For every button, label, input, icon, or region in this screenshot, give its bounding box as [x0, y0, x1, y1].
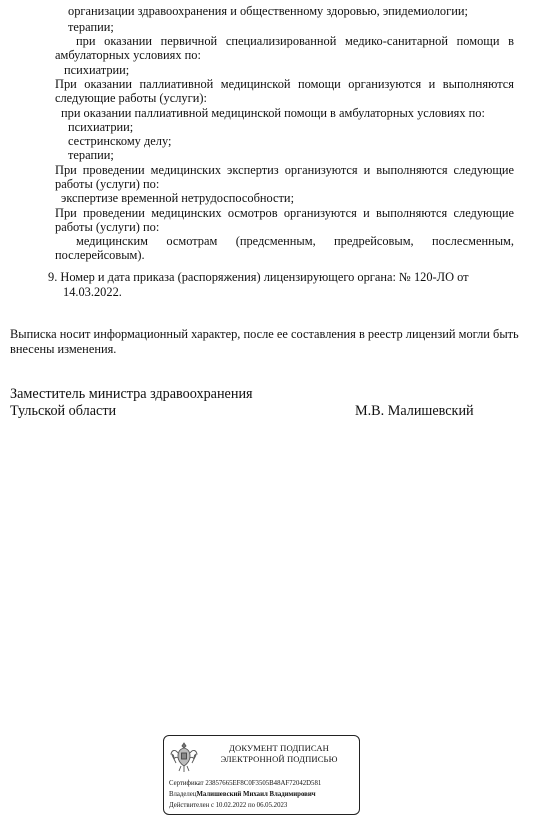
stamp-header-line: ДОКУМЕНТ ПОДПИСАН [229, 743, 329, 753]
text-line: экспертизе временной нетрудоспособности; [61, 191, 295, 205]
text-line: терапии; [68, 148, 114, 162]
owner-label: Владелец [169, 791, 197, 798]
text-line: работы (услуги) по: [55, 220, 160, 234]
owner-line [169, 791, 316, 799]
owner-name: Малишевский Михаил Владимирович [196, 791, 316, 798]
certificate-line [169, 780, 321, 788]
coat-of-arms-icon [169, 739, 199, 775]
text-line: при оказании первичной специализированной медико-санитарной помощи в [76, 34, 514, 48]
text-line: психиатрии; [64, 63, 130, 77]
text-line: При оказании паллиативной медицинской помощи организуются и выполняются [55, 77, 514, 91]
signer-position: Заместитель министра здравоохранения [10, 386, 253, 402]
signer-name: М.В. Малишевский [355, 403, 474, 419]
text-line: медицинским осмотрам (предсменным, предрейсовым, послесменным, [76, 234, 514, 248]
stamp-header-line: ЭЛЕКТРОННОЙ ПОДПИСЬЮ [220, 754, 338, 764]
text-line: терапии; [68, 20, 114, 34]
text-line: амбулаторных условиях по: [55, 48, 201, 62]
text-line: При проведении медицинских экспертиз организуются и выполняются следующие [55, 163, 514, 177]
validity-line: Действителен с 10.02.2022 по 06.05.2023 [169, 802, 288, 809]
electronic-signature-stamp [163, 735, 360, 815]
text-line: работы (услуги) по: [55, 177, 160, 191]
order-date-line: 14.03.2022. [63, 285, 122, 299]
text-line: при оказании паллиативной медицинской помощи в амбулаторных условиях по: [61, 106, 485, 120]
text-line: следующие работы (услуги): [55, 91, 207, 105]
order-number-line: 9. Номер и дата приказа (распоряжения) лицензирующего органа: № 120-ЛО от [48, 270, 469, 284]
text-line: послерейсовым). [55, 248, 145, 262]
notice-line: внесены изменения. [10, 342, 117, 356]
text-line: сестринскому делу; [68, 134, 172, 148]
certificate-number: 23857665EF8C0F3505B48AF72042D581 [205, 780, 322, 787]
certificate-label: Сертификат [169, 780, 204, 787]
notice-line: Выписка носит информационный характер, после ее составления в реестр лицензий могли быть [10, 327, 519, 341]
signer-region: Тульской области [10, 403, 117, 419]
stamp-header [204, 743, 354, 765]
text-line: организации здравоохранения и общественному здоровью, эпидемиологии; [68, 4, 468, 18]
text-line: При проведении медицинских осмотров организуются и выполняются следующие [55, 206, 514, 220]
text-line: психиатрии; [68, 120, 134, 134]
